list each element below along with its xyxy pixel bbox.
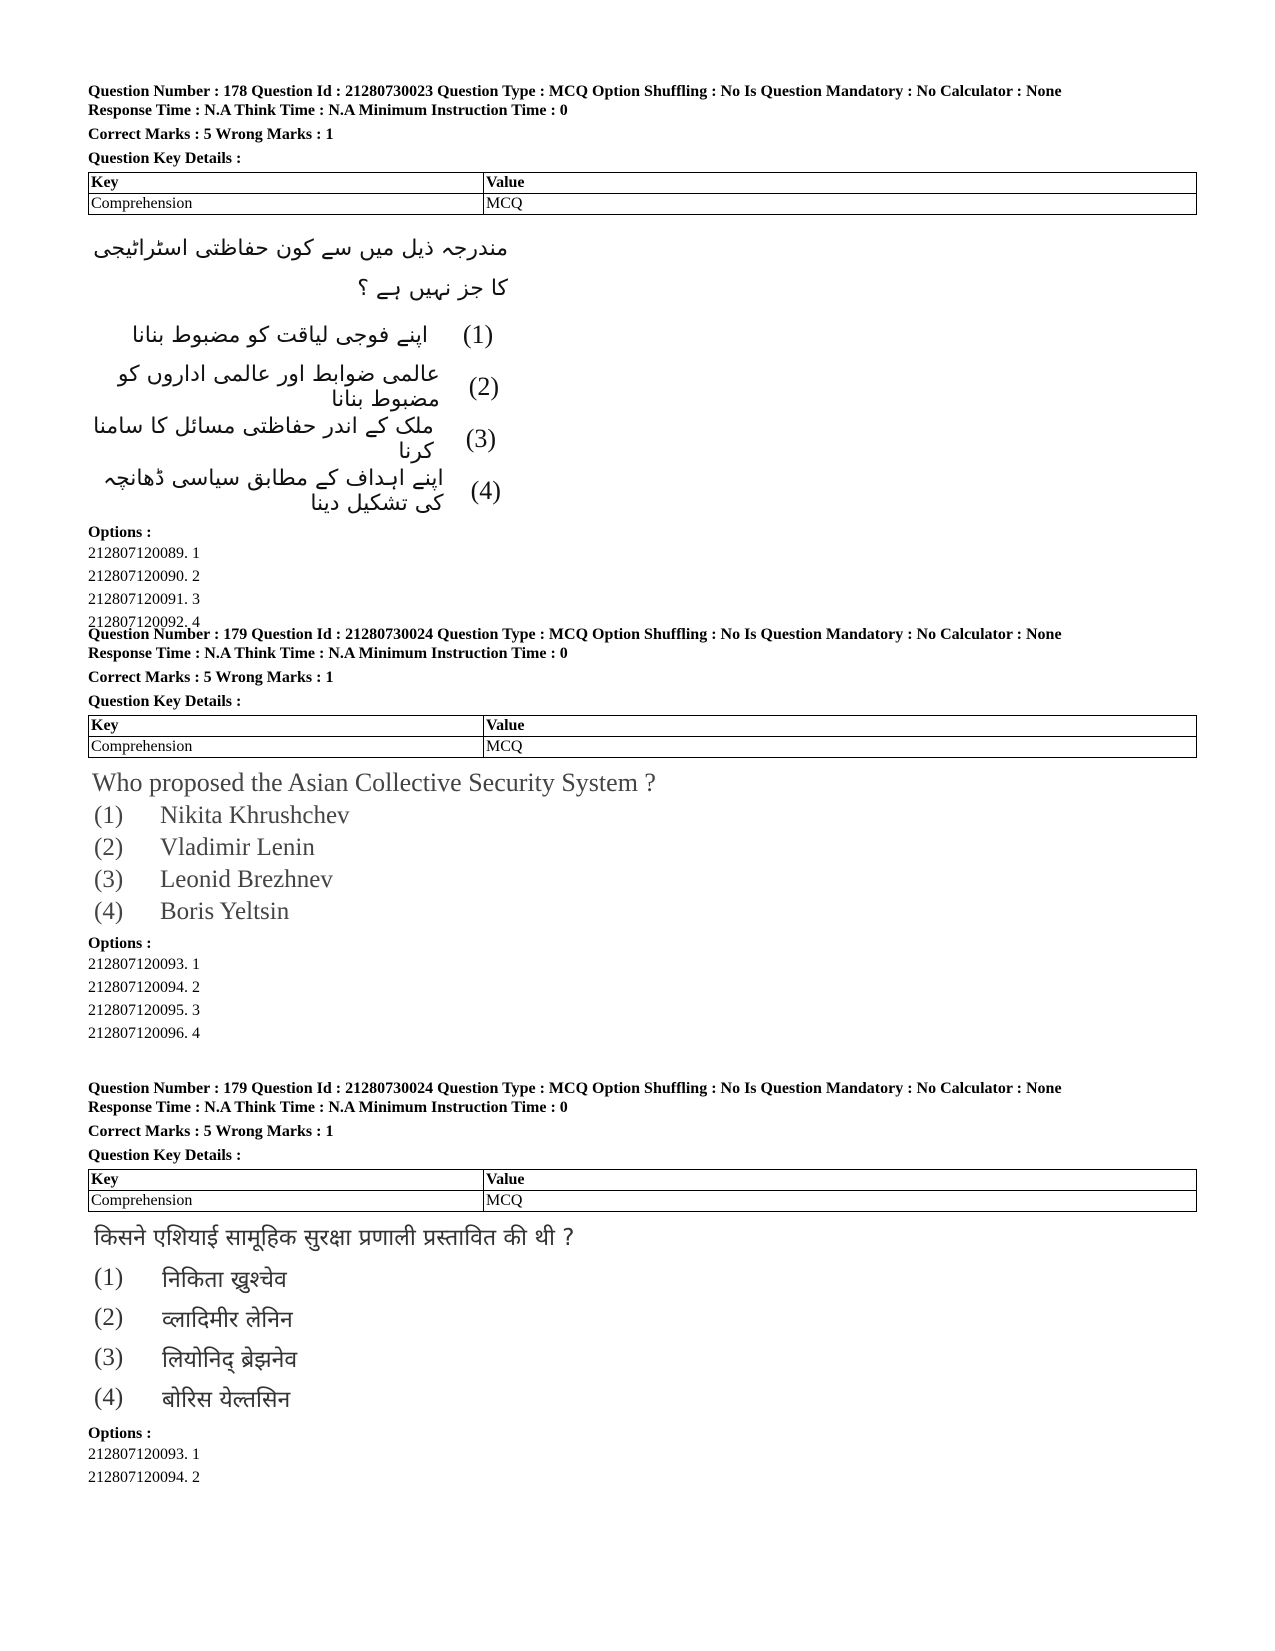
table-header-value: Value — [484, 1170, 1197, 1191]
question-option-4 — [88, 465, 508, 517]
option-text: عالمی ضوابط اور عالمی اداروں کو مضبوط بنانا — [117, 362, 440, 412]
option-text: Vladimir Lenin — [160, 834, 315, 861]
table-cell-value: MCQ — [484, 737, 1197, 758]
option-text: ملک کے اندر حفاظتی مسائل کا سامنا کرنا — [93, 414, 434, 464]
option-number: (4) — [470, 476, 501, 505]
options-title: Options : — [88, 935, 152, 952]
option-text: लियोनिद् ब्रेझनेव — [162, 1347, 298, 1373]
option-id-line: 212807120093. 1 — [88, 1446, 200, 1463]
table-header-key: Key — [89, 173, 484, 194]
question-option-4 — [88, 896, 1198, 928]
question-meta-line-2: Response Time : N.A Think Time : N.A Minimum Instruction Time : 0 — [88, 645, 568, 662]
question-stem: مندرجہ ذیل میں سے کون حفاظتی اسٹراٹیجی کا جز نہیں ہے ؟ — [93, 236, 508, 301]
question-option-3 — [88, 1338, 1198, 1378]
option-number: (3) — [94, 1344, 124, 1371]
option-id-line: 212807120095. 3 — [88, 1002, 200, 1019]
key-details-title: Question Key Details : — [88, 150, 242, 167]
table-cell-value: MCQ — [484, 1191, 1197, 1212]
table-header-row — [89, 716, 1197, 737]
option-id-line: 212807120093. 1 — [88, 956, 200, 973]
question-image-hindi — [88, 1218, 1198, 1418]
exam-page — [88, 82, 1198, 1489]
table-cell-value: MCQ — [484, 194, 1197, 215]
marks-line: Correct Marks : 5 Wrong Marks : 1 — [88, 126, 334, 143]
key-details-title: Question Key Details : — [88, 693, 242, 710]
table-header-value: Value — [484, 173, 1197, 194]
table-cell-key: Comprehension — [89, 737, 484, 758]
option-number: (1) — [462, 320, 494, 349]
option-id-line: 212807120094. 2 — [88, 979, 200, 996]
option-number: (2) — [94, 834, 124, 861]
option-id-line: 212807120089. 1 — [88, 545, 200, 562]
option-text: اپنے فوجی لیاقت کو مضبوط بنانا — [131, 322, 428, 348]
question-option-1 — [88, 309, 508, 361]
option-number: (1) — [94, 1264, 124, 1291]
option-number: (1) — [94, 802, 124, 829]
key-details-title: Question Key Details : — [88, 1147, 242, 1164]
option-text: निकिता ख्रुश्चेव — [162, 1267, 287, 1293]
key-details-table — [88, 715, 1197, 758]
question-image-english — [88, 766, 1198, 928]
table-cell-key: Comprehension — [89, 1191, 484, 1212]
table-header-key: Key — [89, 1170, 484, 1191]
question-option-2 — [88, 1298, 1198, 1338]
question-option-2 — [88, 361, 508, 413]
option-number: (2) — [468, 372, 500, 401]
table-row — [89, 737, 1197, 758]
question-option-1 — [88, 1258, 1198, 1298]
question-meta-line-1: Question Number : 179 Question Id : 21280730024 Question Type : MCQ Option Shuffling : No Is Question Mandatory : No Calculator : None — [88, 1080, 1062, 1097]
question-meta-line-1: Question Number : 179 Question Id : 21280730024 Question Type : MCQ Option Shuffling : No Is Question Mandatory : No Calculator : None — [88, 626, 1062, 643]
option-number: (2) — [94, 1304, 124, 1331]
options-title: Options : — [88, 524, 152, 541]
option-text: बोरिस येल्तसिन — [162, 1387, 291, 1413]
option-id-line: 212807120090. 2 — [88, 568, 200, 585]
option-number: (4) — [94, 898, 124, 925]
key-details-table — [88, 1169, 1197, 1212]
option-text: Boris Yeltsin — [160, 898, 290, 925]
table-cell-key: Comprehension — [89, 194, 484, 215]
option-text: व्लादिमीर लेनिन — [162, 1307, 293, 1333]
question-option-3 — [88, 413, 508, 465]
question-block-178 — [88, 82, 1198, 631]
question-image-urdu — [88, 229, 508, 517]
question-stem: Who proposed the Asian Collective Security System ? — [92, 768, 656, 797]
question-block-179-english — [88, 625, 1198, 1079]
option-text: Nikita Khrushchev — [160, 802, 350, 829]
question-stem: किसने एशियाई सामूहिक सुरक्षा प्रणाली प्रस्तावित की थी ? — [94, 1225, 575, 1251]
question-block-179-hindi — [88, 1079, 1198, 1489]
options-title: Options : — [88, 1425, 152, 1442]
question-option-1 — [88, 800, 1198, 832]
table-row — [89, 194, 1197, 215]
option-text: Leonid Brezhnev — [160, 866, 333, 893]
marks-line: Correct Marks : 5 Wrong Marks : 1 — [88, 669, 334, 686]
marks-line: Correct Marks : 5 Wrong Marks : 1 — [88, 1123, 334, 1140]
table-header-key: Key — [89, 716, 484, 737]
table-header-row — [89, 1170, 1197, 1191]
key-details-table — [88, 172, 1197, 215]
question-meta-line-1: Question Number : 178 Question Id : 21280730023 Question Type : MCQ Option Shuffling : No Is Question Mandatory : No Calculator : None — [88, 83, 1062, 100]
option-id-line: 212807120096. 4 — [88, 1025, 200, 1042]
question-meta-line-2: Response Time : N.A Think Time : N.A Minimum Instruction Time : 0 — [88, 102, 568, 119]
question-option-3 — [88, 864, 1198, 896]
option-number: (3) — [94, 866, 124, 893]
table-header-row — [89, 173, 1197, 194]
option-text: اپنے اہداف کے مطابق سیاسی ڈھانچہ کی تشکیل دینا — [103, 466, 444, 516]
option-id-line: 212807120091. 3 — [88, 591, 200, 608]
option-number: (3) — [465, 424, 497, 453]
option-number: (4) — [94, 1384, 124, 1411]
question-option-2 — [88, 832, 1198, 864]
question-meta-line-2: Response Time : N.A Think Time : N.A Minimum Instruction Time : 0 — [88, 1099, 568, 1116]
table-header-value: Value — [484, 716, 1197, 737]
question-option-4 — [88, 1378, 1198, 1418]
table-row — [89, 1191, 1197, 1212]
option-id-line: 212807120094. 2 — [88, 1469, 200, 1486]
option-id-line: 212807120092. 4 — [88, 614, 200, 631]
